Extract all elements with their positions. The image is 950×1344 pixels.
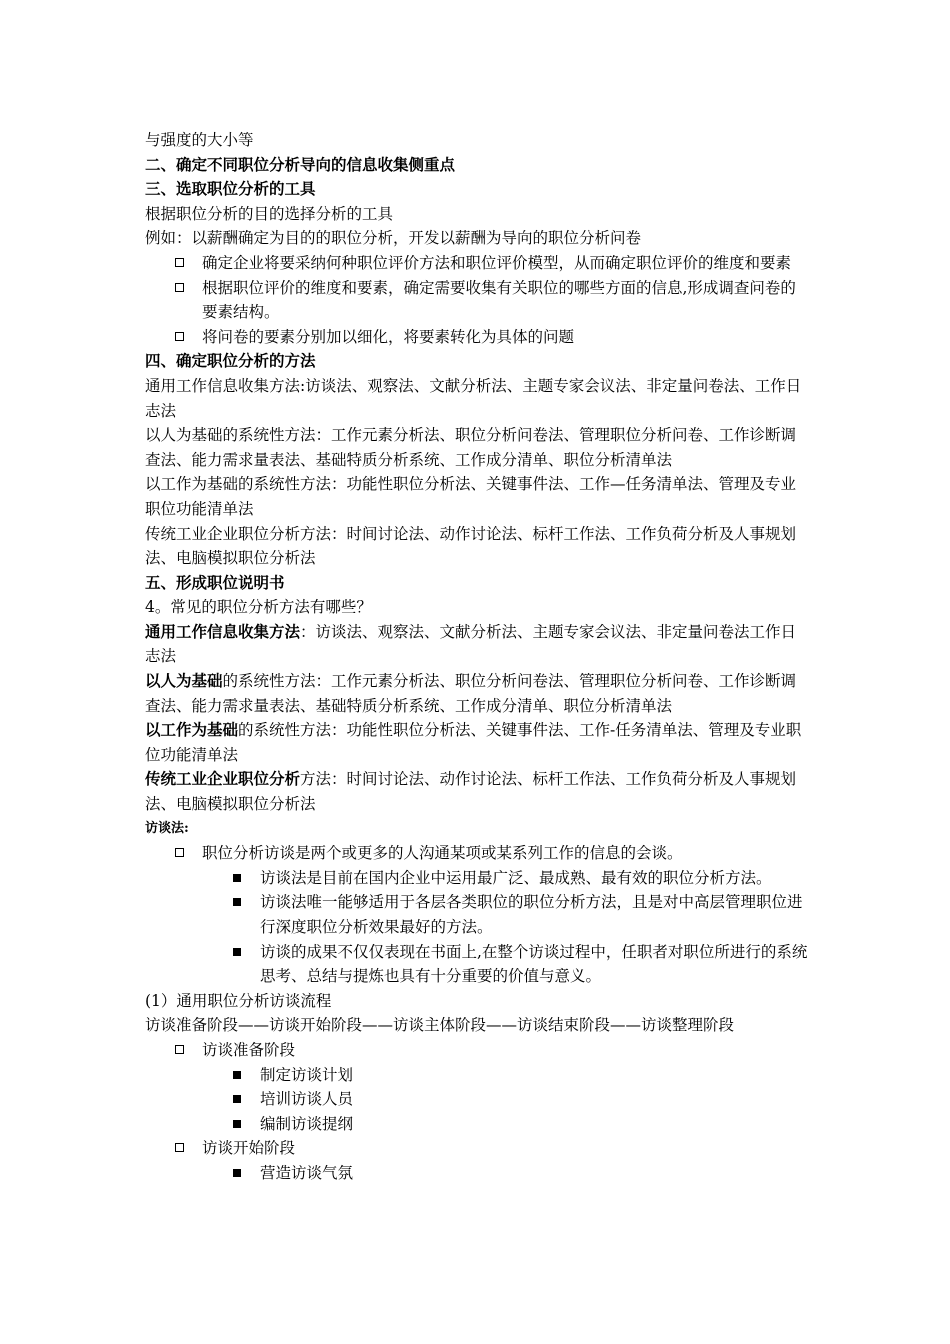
bullet-item [145,841,810,866]
paragraph: (1）通用职位分析访谈流程 [145,991,332,1010]
hollow-square-bullet-icon [175,283,184,292]
filled-square-bullet-icon [233,898,241,906]
sub-bullet-item [145,1087,810,1112]
bullet-item [145,325,810,350]
filled-square-bullet-icon [233,1095,241,1103]
bullet-text: 根据职位评价的维度和要素，确定需要收集有关职位的哪些方面的信息,形成调查问卷的要素结构。 [202,278,796,322]
bullet-text: 访谈法唯一能够适用于各层各类职位的职位分析方法，且是对中高层管理职位进行深度职位分析效果最好的方法。 [260,893,803,936]
sub-bullet-item [145,1161,810,1186]
sub-bullet-item [145,940,810,989]
paragraph: 访谈准备阶段——访谈开始阶段——访谈主体阶段——访谈结束阶段——访谈整理阶段 [145,1016,735,1035]
filled-square-bullet-icon [233,1169,241,1177]
hollow-square-bullet-icon [175,848,184,857]
method-desc: 的系统性方法：功能性职位分析法、关键事件法、工作-任务清单法、管理及专业职位功能清单法 [145,721,802,764]
section-heading: 二、确定不同职位分析导向的信息收集侧重点 [145,154,456,174]
paragraph: 以人为基础的系统性方法：工作元素分析法、职位分析问卷法、管理职位分析问卷、工作诊断调查法、能力需求量表法、基础特质分析系统、工作成分清单、职位分析清单法 [145,426,797,469]
bullet-text: 访谈准备阶段 [202,1040,296,1059]
paragraph: 例如：以薪酬确定为目的的职位分析，开发以薪酬为导向的职位分析问卷 [145,229,642,248]
bullet-text: 访谈的成果不仅仅表现在书面上,在整个访谈过程中，任职者对职位所进行的系统思考、总结与提炼也具有十分重要的价值与意义。 [260,942,808,986]
bullet-text: 编制访谈提纲 [260,1114,354,1133]
section-heading: 四、确定职位分析的方法 [145,351,316,371]
hollow-square-bullet-icon [175,1045,184,1054]
bullet-text: 确定企业将要采纳何种职位评价方法和职位评价模型，从而确定职位评价的维度和要素 [202,253,792,272]
method-term: 通用工作信息收集方法 [145,621,301,641]
hollow-square-bullet-icon [175,332,184,341]
paragraph: 通用工作信息收集方法:访谈法、观察法、文献分析法、主题专家会议法、非定量问卷法、工作日志法 [145,376,802,420]
bullet-text: 访谈开始阶段 [202,1139,296,1158]
filled-square-bullet-icon [233,948,241,956]
method-desc: 的系统性方法：工作元素分析法、职位分析问卷法、管理职位分析问卷、工作诊断调查法、能力需求量表法、基础特质分析系统、工作成分清单、职位分析清单法 [145,672,797,715]
sub-bullet-item [145,1063,810,1088]
bullet-item [145,276,810,325]
sub-bullet-item [145,866,810,891]
bullet-text: 访谈法是目前在国内企业中运用最广泛、最成熟、最有效的职位分析方法。 [260,868,772,887]
bullet-item [145,1038,810,1063]
method-desc: ：访谈法、观察法、文献分析法、主题专家会议法、非定量问卷法工作日志法 [145,622,797,666]
bullet-text: 职位分析访谈是两个或更多的人沟通某项或某系列工作的信息的会谈。 [202,844,683,863]
sub-bullet-item [145,890,810,939]
hollow-square-bullet-icon [175,1143,184,1152]
method-desc: 方法：时间讨论法、动作讨论法、标杆工作法、工作负荷分析及人事规划法、电脑模拟职位分析法 [145,770,797,814]
bullet-item [145,251,810,276]
document-body [145,128,810,1186]
question: 4。常见的职位分析方法有哪些？ [145,598,372,617]
bullet-text: 将问卷的要素分别加以细化，将要素转化为具体的问题 [202,327,575,346]
bullet-text: 营造访谈气氛 [260,1163,354,1182]
subheading: 访谈法: [145,820,189,836]
bullet-item [145,1136,810,1161]
paragraph: 与强度的大小等 [145,131,254,149]
section-heading: 五、形成职位说明书 [145,572,285,592]
method-term: 传统工业企业职位分析 [145,769,301,789]
hollow-square-bullet-icon [175,258,184,267]
bullet-text: 培训访谈人员 [260,1090,354,1109]
paragraph: 以工作为基础的系统性方法：功能性职位分析法、关键事件法、工作—任务清单法、管理及专业职位功能清单法 [145,475,797,518]
filled-square-bullet-icon [233,1071,241,1079]
method-term: 以工作为基础 [145,720,239,740]
sub-bullet-item [145,1112,810,1137]
filled-square-bullet-icon [233,1120,241,1128]
method-term: 以人为基础 [145,671,223,691]
paragraph: 传统工业企业职位分析方法：时间讨论法、动作讨论法、标杆工作法、工作负荷分析及人事规划法、电脑模拟职位分析法 [145,524,797,568]
method-paragraph [145,767,810,816]
section-heading: 三、选取职位分析的工具 [145,179,316,199]
method-paragraph [145,718,810,767]
filled-square-bullet-icon [233,874,241,882]
bullet-text: 制定访谈计划 [260,1065,354,1084]
paragraph: 根据职位分析的目的选择分析的工具 [145,204,394,223]
method-paragraph [145,620,810,669]
method-paragraph [145,669,810,718]
